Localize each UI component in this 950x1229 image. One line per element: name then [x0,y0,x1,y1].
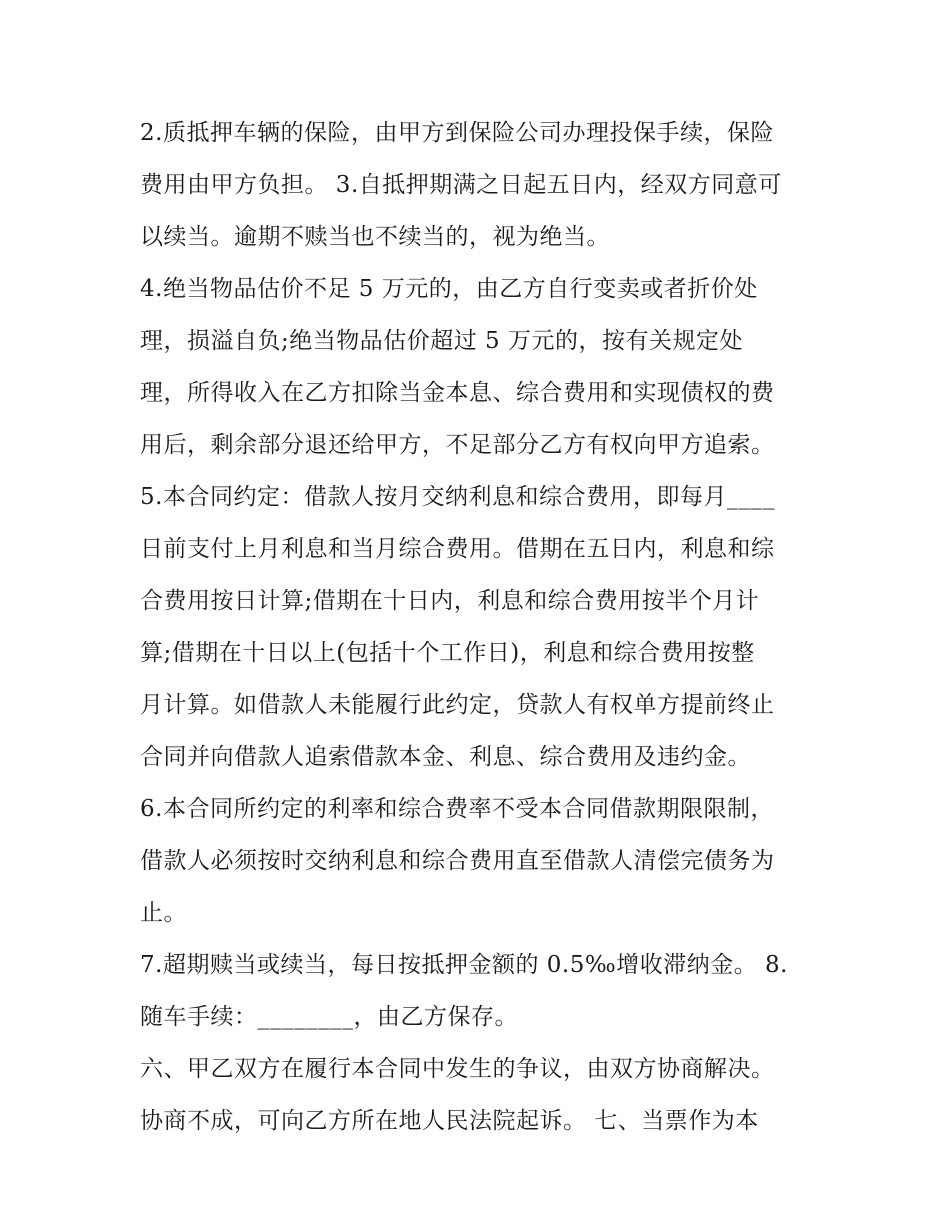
text-line: 以续当。逾期不赎当也不续当的，视为绝当。 [140,224,610,250]
text-line: 合同并向借款人追索借款本金、利息、综合费用及违约金。 [140,744,751,770]
text-line: 随车手续：________，由乙方保存。 [140,1004,518,1030]
text-line: 止。 [140,900,187,926]
text-line: 用后，剩余部分退还给甲方，不足部分乙方有权向甲方追索。 [140,432,775,458]
text-line: 月计算。如借款人未能履行此约定，贷款人有权单方提前终止 [140,692,775,718]
text-line: 算;借期在十日以上(包括十个工作日)，利息和综合费用按整 [140,640,755,666]
text-line: 理，所得收入在乙方扣除当金本息、综合费用和实现债权的费 [140,380,775,406]
text-line: 费用由甲方负担。 3.自抵押期满之日起五日内，经双方同意可 [140,172,782,198]
text-line: 6.本合同所约定的利率和综合费率不受本合同借款期限限制， [140,796,774,822]
text-line: 协商不成，可向乙方所在地人民法院起诉。 七、当票作为本 [140,1108,759,1134]
text-line: 7.超期赎当或续当，每日按抵押金额的 0.5‰增收滞纳金。 8. [140,952,788,978]
text-line: 合费用按日计算;借期在十日内，利息和综合费用按半个月计 [140,588,760,614]
contract-text [140,107,830,1147]
text-line: 5.本合同约定：借款人按月交纳利息和综合费用，即每月____ [140,484,775,510]
text-line: 六、甲乙双方在履行本合同中发生的争议，由双方协商解决。 [140,1056,775,1082]
text-line: 4.绝当物品估价不足 5 万元的，由乙方自行变卖或者折价处 [140,276,758,302]
text-line: 借款人必须按时交纳利息和综合费用直至借款人清偿完债务为 [140,848,775,874]
text-line: 2.质抵押车辆的保险，由甲方到保险公司办理投保手续，保险 [140,120,774,146]
text-line: 理，损溢自负;绝当物品估价超过 5 万元的，按有关规定处 [140,328,744,354]
text-line: 日前支付上月利息和当月综合费用。借期在五日内，利息和综 [140,536,775,562]
